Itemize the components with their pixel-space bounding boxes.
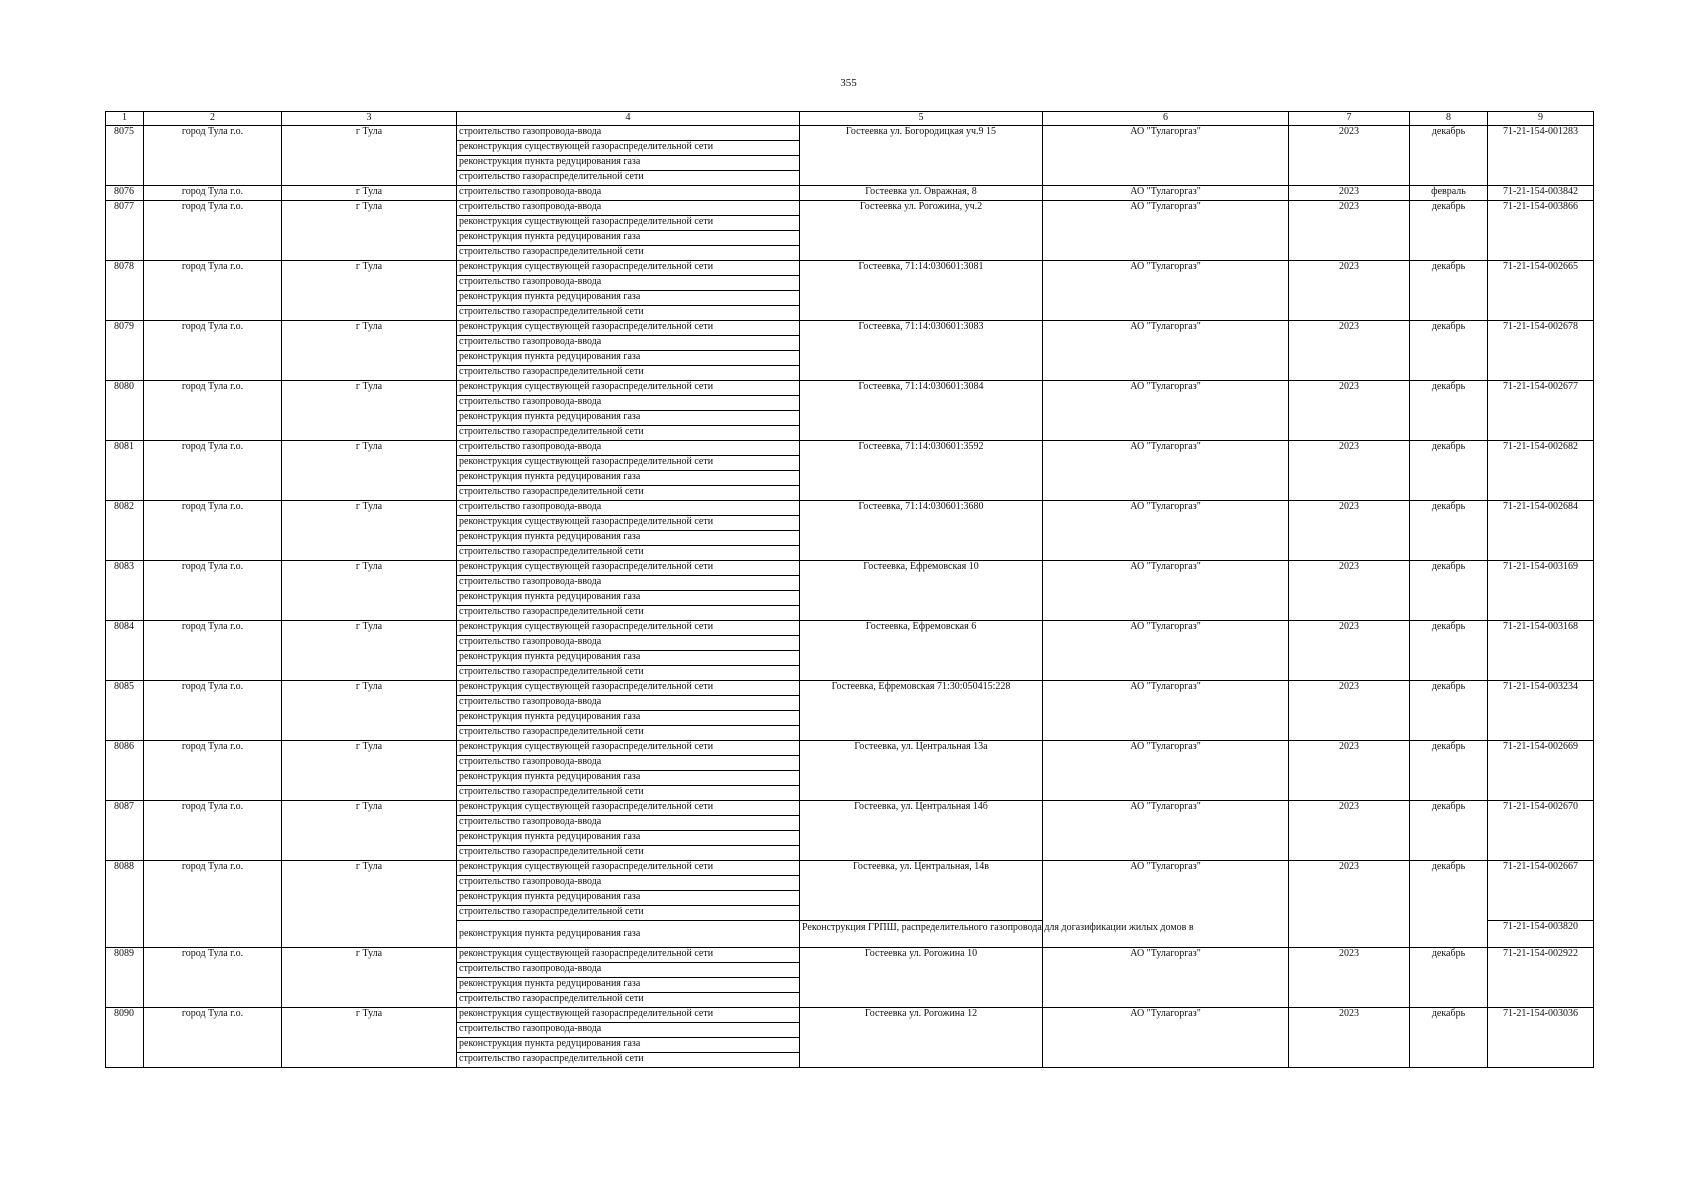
work-type-cell: строительство газораспределительной сети (457, 171, 800, 186)
district-cell: город Тула г.о. (144, 441, 282, 501)
work-type-cell: реконструкция существующей газораспределительной сети (457, 861, 800, 876)
year-cell: 2023 (1289, 186, 1410, 201)
year-cell: 2023 (1289, 201, 1410, 261)
district-cell: город Тула г.о. (144, 321, 282, 381)
district-cell: город Тула г.о. (144, 801, 282, 861)
table-row (106, 321, 1594, 336)
work-type-cell: реконструкция существующей газораспределительной сети (457, 516, 800, 531)
district-cell: город Тула г.о. (144, 126, 282, 186)
organization-cell: АО "Тулагоргаз" (1043, 948, 1289, 1008)
district-cell: город Тула г.о. (144, 621, 282, 681)
address-cell: Гостеевка, ул. Центральная, 14в (800, 861, 1043, 921)
year-cell: 2023 (1289, 741, 1410, 801)
work-type-cell: строительство газопровода-ввода (457, 276, 800, 291)
work-type-cell: реконструкция пункта редуцирования газа (457, 921, 800, 948)
record-number: 8084 (106, 621, 144, 681)
table-row (106, 948, 1594, 963)
year-cell: 2023 (1289, 681, 1410, 741)
record-number: 8086 (106, 741, 144, 801)
code-cell: 71-21-154-002682 (1488, 441, 1594, 501)
table-row (106, 441, 1594, 456)
work-type-cell: строительство газопровода-ввода (457, 396, 800, 411)
record-number: 8088 (106, 861, 144, 948)
address-cell: Гостеевка, 71:14:030601:3083 (800, 321, 1043, 381)
year-cell: 2023 (1289, 561, 1410, 621)
record-number: 8085 (106, 681, 144, 741)
city-cell: г Тула (282, 441, 457, 501)
work-type-cell: строительство газораспределительной сети (457, 606, 800, 621)
organization-cell: АО "Тулагоргаз" (1043, 741, 1289, 801)
work-type-cell: строительство газопровода-ввода (457, 636, 800, 651)
address-cell: Гостеевка ул. Богородицкая уч.9 15 (800, 126, 1043, 186)
work-type-cell: строительство газораспределительной сети (457, 306, 800, 321)
record-number: 8080 (106, 381, 144, 441)
header-cell: 6 (1043, 112, 1289, 126)
header-cell: 8 (1410, 112, 1488, 126)
work-type-cell: строительство газопровода-ввода (457, 441, 800, 456)
city-cell: г Тула (282, 861, 457, 948)
month-cell: декабрь (1410, 948, 1488, 1008)
table-row (106, 261, 1594, 276)
work-type-cell: строительство газораспределительной сети (457, 246, 800, 261)
work-type-cell: строительство газораспределительной сети (457, 993, 800, 1008)
work-type-cell: реконструкция пункта редуцирования газа (457, 411, 800, 426)
work-type-cell: строительство газораспределительной сети (457, 726, 800, 741)
work-type-cell: реконструкция пункта редуцирования газа (457, 891, 800, 906)
code-cell: 71-21-154-003168 (1488, 621, 1594, 681)
address-cell: Гостеевка, 71:14:030601:3081 (800, 261, 1043, 321)
year-cell: 2023 (1289, 501, 1410, 561)
record-number: 8087 (106, 801, 144, 861)
year-cell: 2023 (1289, 441, 1410, 501)
city-cell: г Тула (282, 201, 457, 261)
district-cell: город Тула г.о. (144, 561, 282, 621)
code-cell: 71-21-154-003866 (1488, 201, 1594, 261)
table-row (106, 681, 1594, 696)
organization-cell: АО "Тулагоргаз" (1043, 321, 1289, 381)
month-cell: декабрь (1410, 201, 1488, 261)
work-type-cell: реконструкция существующей газораспределительной сети (457, 681, 800, 696)
organization-cell: АО "Тулагоргаз" (1043, 621, 1289, 681)
district-cell: город Тула г.о. (144, 1008, 282, 1068)
city-cell: г Тула (282, 321, 457, 381)
work-type-cell: строительство газораспределительной сети (457, 846, 800, 861)
page-number: 355 (840, 77, 857, 89)
work-type-cell: строительство газопровода-ввода (457, 336, 800, 351)
work-type-cell: строительство газопровода-ввода (457, 876, 800, 891)
work-type-cell: реконструкция пункта редуцирования газа (457, 711, 800, 726)
address-cell: Гостеевка, ул. Центральная 14б (800, 801, 1043, 861)
work-type-cell: реконструкция пункта редуцирования газа (457, 831, 800, 846)
month-cell: декабрь (1410, 1008, 1488, 1068)
code-cell: 71-21-154-003234 (1488, 681, 1594, 741)
district-cell: город Тула г.о. (144, 201, 282, 261)
header-cell: 1 (106, 112, 144, 126)
district-cell: город Тула г.о. (144, 861, 282, 948)
work-type-cell: реконструкция пункта редуцирования газа (457, 978, 800, 993)
code-cell: 71-21-154-003842 (1488, 186, 1594, 201)
city-cell: г Тула (282, 561, 457, 621)
year-cell: 2023 (1289, 381, 1410, 441)
work-type-cell: реконструкция существующей газораспределительной сети (457, 141, 800, 156)
year-cell: 2023 (1289, 801, 1410, 861)
address-cell: Гостеевка ул. Рогожина 12 (800, 1008, 1043, 1068)
district-cell: город Тула г.о. (144, 186, 282, 201)
header-cell: 3 (282, 112, 457, 126)
organization-cell: АО "Тулагоргаз" (1043, 126, 1289, 186)
month-cell: декабрь (1410, 621, 1488, 681)
month-cell: декабрь (1410, 801, 1488, 861)
organization-cell: АО "Тулагоргаз" (1043, 201, 1289, 261)
district-cell: город Тула г.о. (144, 681, 282, 741)
address-cell: Гостеевка, 71:14:030601:3592 (800, 441, 1043, 501)
year-cell: 2023 (1289, 948, 1410, 1008)
district-cell: город Тула г.о. (144, 948, 282, 1008)
address-cell: Гостеевка ул. Рогожина, уч.2 (800, 201, 1043, 261)
code-cell: 71-21-154-003169 (1488, 561, 1594, 621)
work-type-cell: реконструкция пункта редуцирования газа (457, 471, 800, 486)
table-row (106, 621, 1594, 636)
city-cell: г Тула (282, 261, 457, 321)
district-cell: город Тула г.о. (144, 261, 282, 321)
record-number: 8082 (106, 501, 144, 561)
work-type-cell: строительство газораспределительной сети (457, 426, 800, 441)
work-type-cell: реконструкция пункта редуцирования газа (457, 231, 800, 246)
table-row (106, 801, 1594, 816)
work-type-cell: строительство газораспределительной сети (457, 906, 800, 921)
organization-cell: АО "Тулагоргаз" (1043, 1008, 1289, 1068)
record-number: 8081 (106, 441, 144, 501)
month-cell: декабрь (1410, 261, 1488, 321)
work-type-cell: реконструкция существующей газораспределительной сети (457, 381, 800, 396)
address-cell: Гостеевка, 71:14:030601:3084 (800, 381, 1043, 441)
work-type-cell: строительство газопровода-ввода (457, 126, 800, 141)
header-cell: 4 (457, 112, 800, 126)
table-row (106, 201, 1594, 216)
work-type-cell: реконструкция существующей газораспределительной сети (457, 1008, 800, 1023)
work-type-cell: реконструкция существующей газораспределительной сети (457, 216, 800, 231)
work-type-cell: строительство газопровода-ввода (457, 696, 800, 711)
organization-cell: АО "Тулагоргаз" (1043, 186, 1289, 201)
city-cell: г Тула (282, 681, 457, 741)
organization-cell: АО "Тулагоргаз" (1043, 381, 1289, 441)
address-cell: Гостеевка ул. Овражная, 8 (800, 186, 1043, 201)
code-cell: 71-21-154-002677 (1488, 381, 1594, 441)
work-type-cell: реконструкция существующей газораспределительной сети (457, 621, 800, 636)
gasification-table (105, 111, 1594, 1068)
work-type-cell: строительство газопровода-ввода (457, 1023, 800, 1038)
work-type-cell: строительство газопровода-ввода (457, 756, 800, 771)
month-cell: декабрь (1410, 741, 1488, 801)
record-number: 8075 (106, 126, 144, 186)
organization-cell: АО "Тулагоргаз" (1043, 441, 1289, 501)
table-row (106, 381, 1594, 396)
work-type-cell: реконструкция существующей газораспределительной сети (457, 561, 800, 576)
organization-cell: АО "Тулагоргаз" (1043, 801, 1289, 861)
code-cell: 71-21-154-002684 (1488, 501, 1594, 561)
table-row (106, 501, 1594, 516)
year-cell: 2023 (1289, 321, 1410, 381)
city-cell: г Тула (282, 1008, 457, 1068)
work-type-cell: реконструкция существующей газораспределительной сети (457, 456, 800, 471)
work-type-cell: строительство газопровода-ввода (457, 963, 800, 978)
address-cell: Гостеевка, 71:14:030601:3680 (800, 501, 1043, 561)
record-number: 8090 (106, 1008, 144, 1068)
record-number: 8079 (106, 321, 144, 381)
district-cell: город Тула г.о. (144, 381, 282, 441)
record-number: 8083 (106, 561, 144, 621)
record-number: 8076 (106, 186, 144, 201)
record-number: 8089 (106, 948, 144, 1008)
code-cell: 71-21-154-002678 (1488, 321, 1594, 381)
header-cell: 5 (800, 112, 1043, 126)
table-row (106, 861, 1594, 876)
work-type-cell: реконструкция пункта редуцирования газа (457, 531, 800, 546)
district-cell: город Тула г.о. (144, 741, 282, 801)
header-row (106, 112, 1594, 126)
district-cell: город Тула г.о. (144, 501, 282, 561)
organization-cell: АО "Тулагоргаз" (1043, 261, 1289, 321)
month-cell: декабрь (1410, 681, 1488, 741)
code-cell: 71-21-154-002669 (1488, 741, 1594, 801)
record-number: 8077 (106, 201, 144, 261)
work-type-cell: реконструкция существующей газораспределительной сети (457, 741, 800, 756)
record-number: 8078 (106, 261, 144, 321)
address-cell: Гостеевка, Ефремовская 10 (800, 561, 1043, 621)
code-cell: 71-21-154-002922 (1488, 948, 1594, 1008)
month-cell: декабрь (1410, 861, 1488, 948)
work-type-cell: строительство газопровода-ввода (457, 576, 800, 591)
work-type-cell: строительство газораспределительной сети (457, 786, 800, 801)
work-type-cell: реконструкция пункта редуцирования газа (457, 1038, 800, 1053)
city-cell: г Тула (282, 186, 457, 201)
work-type-cell: реконструкция существующей газораспределительной сети (457, 321, 800, 336)
work-type-cell: реконструкция пункта редуцирования газа (457, 591, 800, 606)
table-row (106, 1008, 1594, 1023)
code-cell: 71-21-154-002670 (1488, 801, 1594, 861)
address-cell: Реконструкция ГРПШ, распределительного газопровода для догазификации жилых домов в (800, 921, 1043, 948)
month-cell: декабрь (1410, 501, 1488, 561)
work-type-cell: строительство газораспределительной сети (457, 666, 800, 681)
work-type-cell: строительство газопровода-ввода (457, 201, 800, 216)
month-cell: декабрь (1410, 441, 1488, 501)
year-cell: 2023 (1289, 1008, 1410, 1068)
work-type-cell: реконструкция существующей газораспределительной сети (457, 801, 800, 816)
organization-cell: АО "Тулагоргаз" (1043, 681, 1289, 741)
address-cell: Гостеевка, Ефремовская 6 (800, 621, 1043, 681)
work-type-cell: строительство газопровода-ввода (457, 501, 800, 516)
work-type-cell: строительство газопровода-ввода (457, 186, 800, 201)
month-cell: февраль (1410, 186, 1488, 201)
organization-cell: АО "Тулагоргаз" (1043, 501, 1289, 561)
work-type-cell: реконструкция пункта редуцирования газа (457, 651, 800, 666)
month-cell: декабрь (1410, 381, 1488, 441)
code-cell: 71-21-154-001283 (1488, 126, 1594, 186)
address-cell: Гостеевка, ул. Центральная 13а (800, 741, 1043, 801)
organization-cell: АО "Тулагоргаз" (1043, 561, 1289, 621)
city-cell: г Тула (282, 801, 457, 861)
city-cell: г Тула (282, 126, 457, 186)
address-cell: Гостеевка, Ефремовская 71:30:050415:228 (800, 681, 1043, 741)
year-cell: 2023 (1289, 126, 1410, 186)
table-row (106, 561, 1594, 576)
city-cell: г Тула (282, 621, 457, 681)
work-type-cell: реконструкция пункта редуцирования газа (457, 771, 800, 786)
work-type-cell: строительство газораспределительной сети (457, 1053, 800, 1068)
header-cell: 2 (144, 112, 282, 126)
code-cell: 71-21-154-003036 (1488, 1008, 1594, 1068)
table-row (106, 741, 1594, 756)
work-type-cell: реконструкция существующей газораспределительной сети (457, 948, 800, 963)
month-cell: декабрь (1410, 126, 1488, 186)
city-cell: г Тула (282, 381, 457, 441)
code-cell: 71-21-154-003820 (1488, 921, 1594, 948)
month-cell: декабрь (1410, 561, 1488, 621)
header-cell: 9 (1488, 112, 1594, 126)
table-row (106, 186, 1594, 201)
code-cell: 71-21-154-002665 (1488, 261, 1594, 321)
year-cell: 2023 (1289, 621, 1410, 681)
code-cell: 71-21-154-002667 (1488, 861, 1594, 921)
address-cell: Гостеевка ул. Рогожина 10 (800, 948, 1043, 1008)
work-type-cell: строительство газораспределительной сети (457, 366, 800, 381)
table-row (106, 126, 1594, 141)
table-body (106, 112, 1594, 1068)
city-cell: г Тула (282, 948, 457, 1008)
city-cell: г Тула (282, 501, 457, 561)
organization-cell: АО "Тулагоргаз" (1043, 861, 1289, 948)
work-type-cell: строительство газораспределительной сети (457, 546, 800, 561)
work-type-cell: реконструкция существующей газораспределительной сети (457, 261, 800, 276)
year-cell: 2023 (1289, 261, 1410, 321)
work-type-cell: реконструкция пункта редуцирования газа (457, 156, 800, 171)
work-type-cell: реконструкция пункта редуцирования газа (457, 291, 800, 306)
header-cell: 7 (1289, 112, 1410, 126)
work-type-cell: строительство газопровода-ввода (457, 816, 800, 831)
city-cell: г Тула (282, 741, 457, 801)
year-cell: 2023 (1289, 861, 1410, 948)
month-cell: декабрь (1410, 321, 1488, 381)
work-type-cell: строительство газораспределительной сети (457, 486, 800, 501)
work-type-cell: реконструкция пункта редуцирования газа (457, 351, 800, 366)
